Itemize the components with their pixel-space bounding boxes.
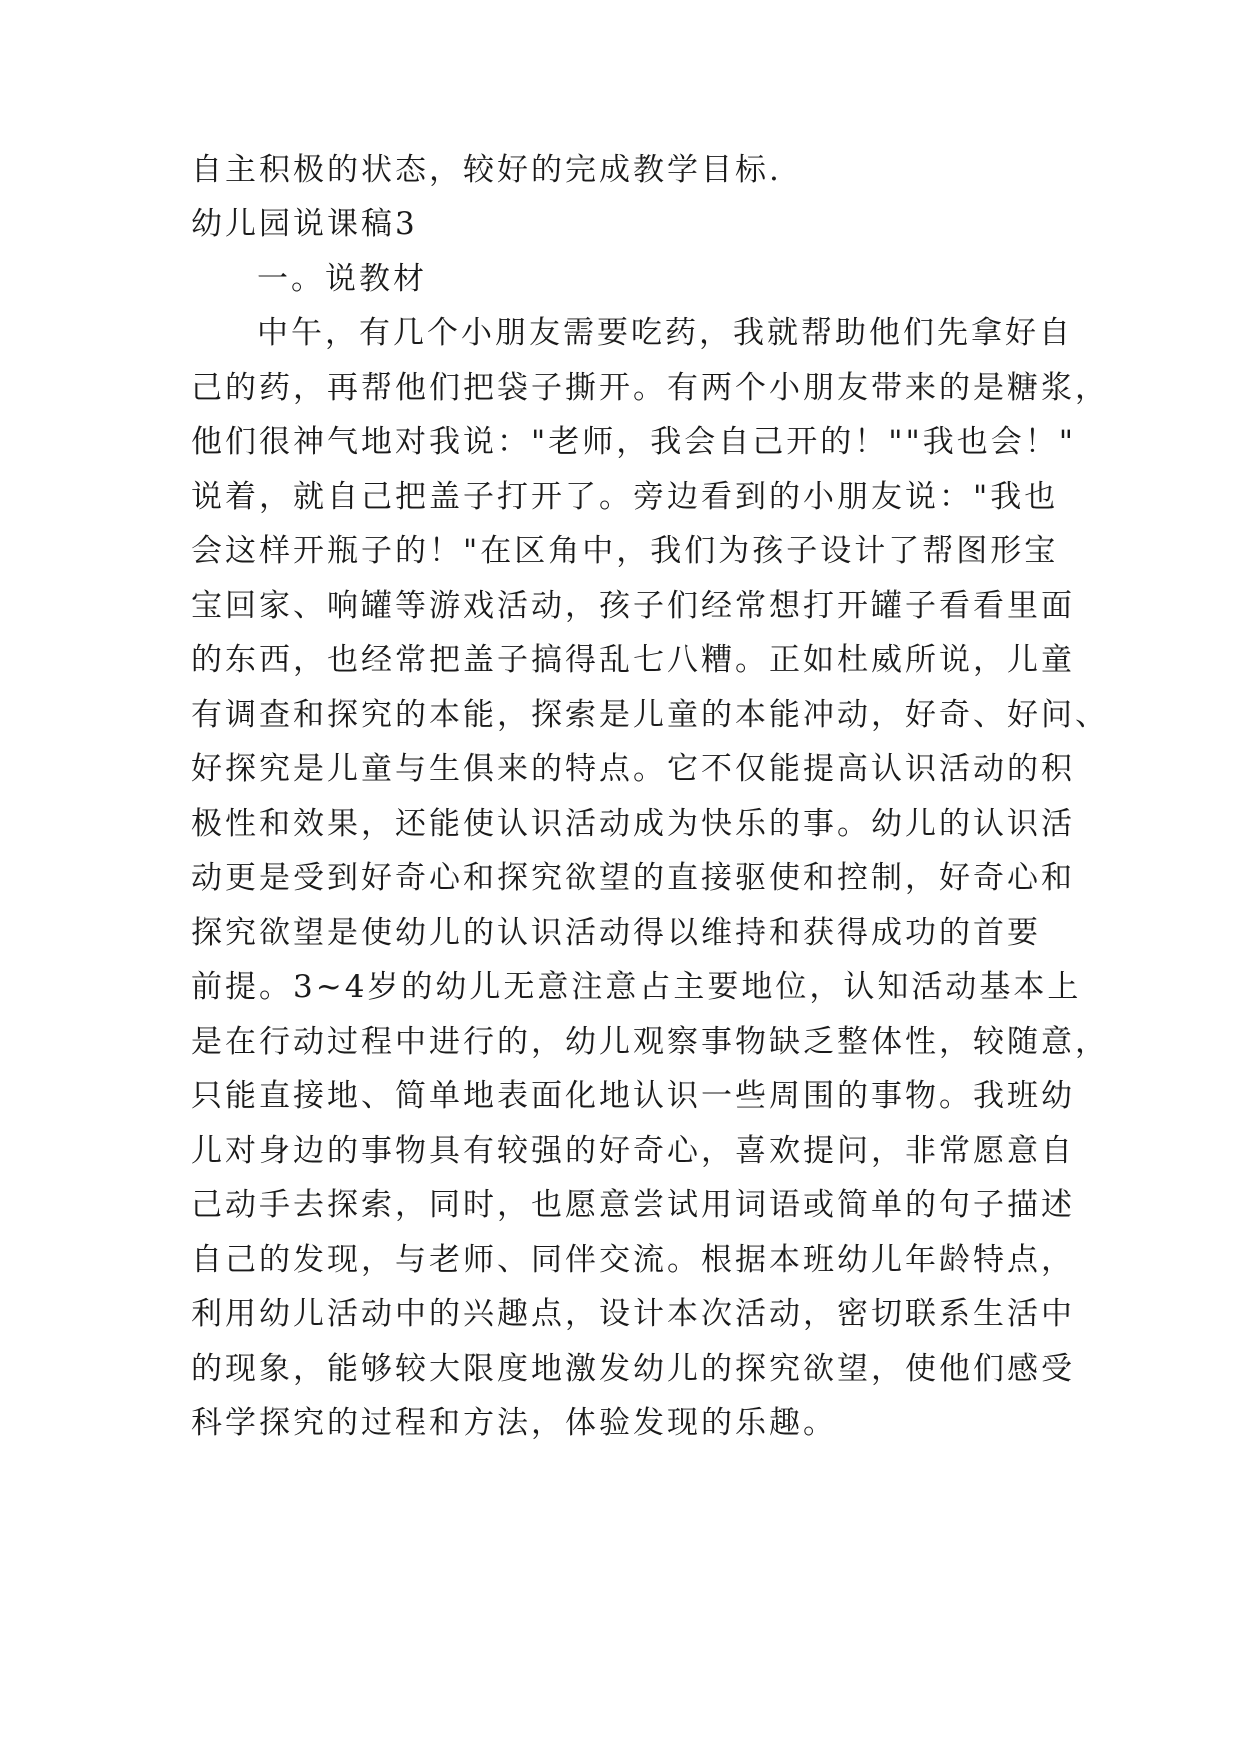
paragraph-line: 只能直接地、简单地表面化地认识一些周围的事物。我班幼 xyxy=(191,1078,1075,1114)
paragraph-line: 有调查和探究的本能，探索是儿童的本能冲动，好奇、好问、 xyxy=(191,697,1109,733)
paragraph-line: 探究欲望是使幼儿的认识活动得以维持和获得成功的首要 xyxy=(191,915,1041,951)
paragraph-line: 己动手去探索，同时，也愿意尝试用词语或简单的句子描述 xyxy=(191,1187,1075,1223)
text-line-continuation: 自主积极的状态，较好的完成教学目标. xyxy=(191,152,782,188)
paragraph-line: 的东西，也经常把盖子搞得乱七八糟。正如杜威所说，儿童 xyxy=(191,642,1075,678)
paragraph-line: 前提。3~4岁的幼儿无意注意占主要地位，认知活动基本上 xyxy=(191,969,1082,1005)
section-heading: 幼儿园说课稿3 xyxy=(191,206,418,242)
paragraph-line: 自己的发现，与老师、同伴交流。根据本班幼儿年龄特点， xyxy=(191,1242,1075,1278)
paragraph-line: 好探究是儿童与生俱来的特点。它不仅能提高认识活动的积 xyxy=(191,751,1075,787)
paragraph-line: 会这样开瓶子的！"在区角中，我们为孩子设计了帮图形宝 xyxy=(191,533,1059,569)
paragraph-line: 的现象，能够较大限度地激发幼儿的探究欲望，使他们感受 xyxy=(191,1351,1075,1387)
paragraph-line: 动更是受到好奇心和探究欲望的直接驱使和控制，好奇心和 xyxy=(191,860,1075,896)
subsection-heading: 一。说教材 xyxy=(257,261,427,297)
paragraph-line: 利用幼儿活动中的兴趣点，设计本次活动，密切联系生活中 xyxy=(191,1296,1075,1332)
paragraph-line: 极性和效果，还能使认识活动成为快乐的事。幼儿的认识活 xyxy=(191,806,1075,842)
paragraph-line: 科学探究的过程和方法，体验发现的乐趣。 xyxy=(191,1405,837,1441)
paragraph-line: 说着，就自己把盖子打开了。旁边看到的小朋友说："我也 xyxy=(191,479,1059,515)
paragraph-line: 己的药，再帮他们把袋子撕开。有两个小朋友带来的是糖浆， xyxy=(191,370,1109,406)
paragraph-line: 中午，有几个小朋友需要吃药，我就帮助他们先拿好自 xyxy=(257,315,1073,351)
paragraph-line: 他们很神气地对我说："老师，我会自己开的！""我也会！" xyxy=(191,424,1077,460)
paragraph-line: 宝回家、响罐等游戏活动，孩子们经常想打开罐子看看里面 xyxy=(191,588,1075,624)
paragraph-line: 儿对身边的事物具有较强的好奇心，喜欢提问，非常愿意自 xyxy=(191,1133,1075,1169)
paragraph-line: 是在行动过程中进行的，幼儿观察事物缺乏整体性，较随意， xyxy=(191,1024,1109,1060)
